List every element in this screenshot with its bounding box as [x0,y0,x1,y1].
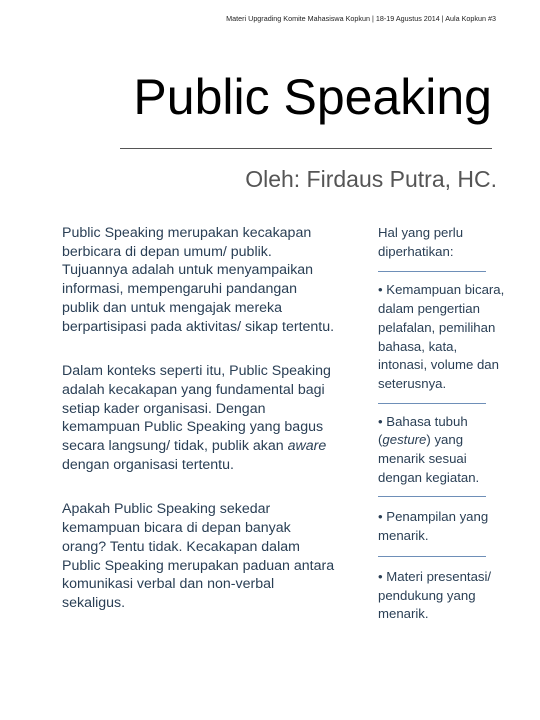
sidebar-item-appearance: • Penampilan yang menarik. [378,509,489,544]
header-note: Materi Upgrading Komite Mahasiswa Kopkun | 18-19 Agustus 2014 | Aula Kopkun #3 [226,14,496,23]
sidebar-item-body-language-text-2: ) yang menarik sesuai dengan kegiatan. [378,432,480,485]
title-divider [120,148,492,149]
sidebar-item-materials: • Materi presentasi/ pendukung yang menarik. [378,568,492,622]
sidebar-item-body-language-emphasis: gesture [382,432,427,448]
page-title: Public Speaking [133,69,492,125]
paragraph-question: Apakah Public Speaking sekedar kemampuan bicara di depan banyak orang? Tentu tidak. Kecakapan dalam Public Speaking merupakan paduan antara komunikasi verbal dan non-verbal sekaligus. [62,501,335,611]
paragraph-context [62,362,337,474]
paragraph-context-text-1: Dalam konteks seperti itu, Public Speaking adalah kecakapan yang fundamental bagi setiap kader organisasi. Dengan kemampuan Public Speaking yang bagus secara langsung/ tidak, publik akan [62,363,331,455]
main-column [62,224,337,639]
paragraph-definition: Public Speaking merupakan kecakapan berbicara di depan umum/ publik. Tujuannya adalah untuk menyampaikan informasi, mempengaruhi pandangan publik dan untuk mengajak mereka berpartisipasi pada aktivitas/ sikap tertentu. [62,225,335,335]
sidebar-item-body-language [378,404,508,497]
sidebar-heading: Hal yang perlu diperhatikan: [378,225,464,259]
sidebar-item-speaking-ability: • Kemampuan bicara, dalam pengertian pelafalan, pemilihan bahasa, kata, intonasi, volume dan seterusnya. [378,282,505,391]
sidebar-item-body-language-text-1: • Bahasa tubuh ( [378,413,468,448]
paragraph-context-text-2: dengan organisasi tertentu. [62,456,234,473]
sidebar [378,224,508,624]
paragraph-context-emphasis: aware [287,438,327,455]
author-line: Oleh: Firdaus Putra, HC. [245,166,497,192]
